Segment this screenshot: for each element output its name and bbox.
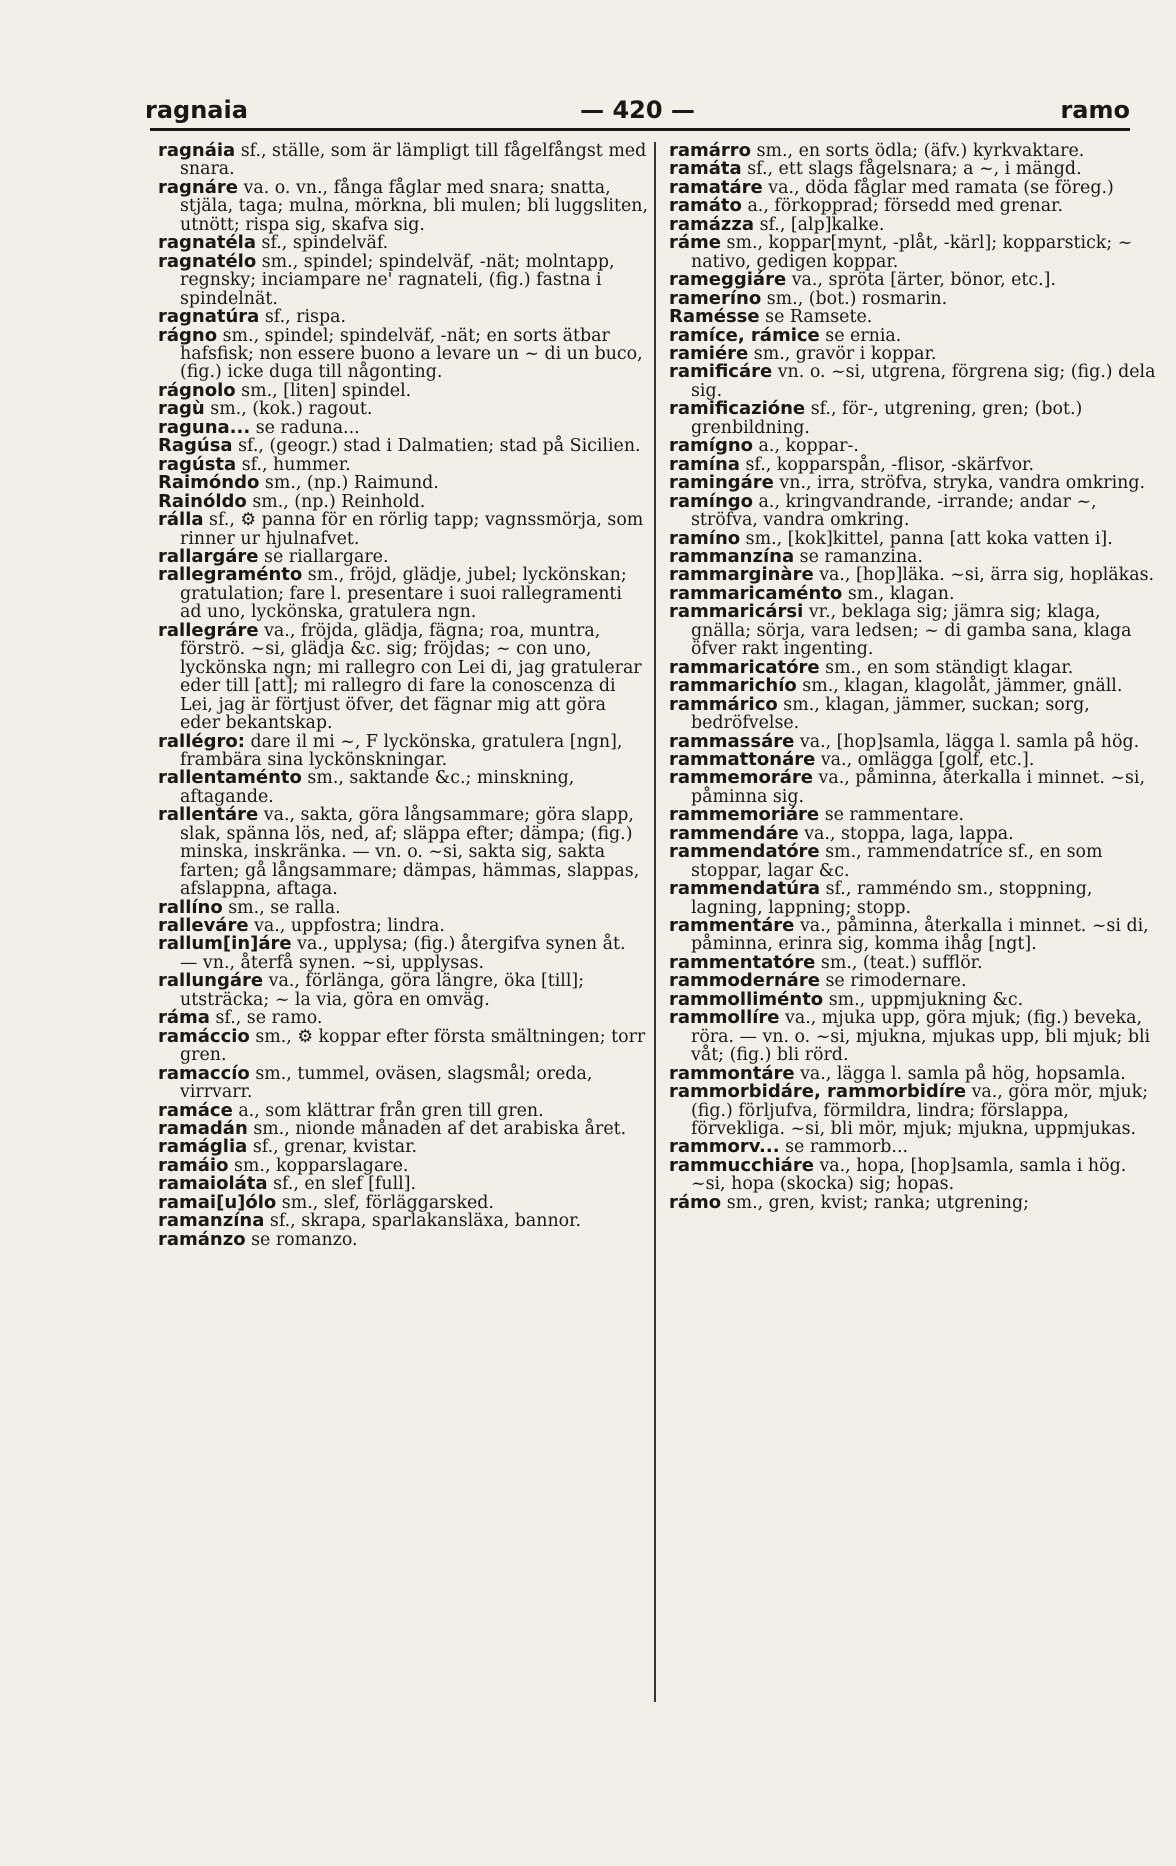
entry-headword: ramína: [669, 453, 740, 475]
entry-headword: rallentáre: [158, 804, 259, 826]
dictionary-entry: [158, 324, 648, 383]
dictionary-entry: [669, 1083, 1157, 1138]
entry-definition: sf., kopparspån, -flisor, -skärfvor.: [745, 454, 1034, 475]
dictionary-entry: [669, 693, 1157, 734]
entry-headword: rammarginàre: [669, 564, 814, 586]
entry-headword: ramáce: [158, 1099, 233, 1121]
entry-definition: va., sakta, göra långsammare; göra slapp, slak, spänna lös, ned, af; släppa efter; dämpa; (fig.) minska, inskränka. — vn. o. ~si, sakta sig, sakta farten; gå långsammare; dämpas, hämmas, slappas, afslappna, aftaga.: [180, 805, 640, 900]
entry-headword: ramáto: [669, 195, 742, 217]
entry-definition: sm., koppar[mynt, -plåt, -kärl]; kopparstick; ~ nativo, gedigen koppar.: [691, 233, 1133, 272]
entry-definition: sf., ett slags fågelsnara; a ~, i mängd.: [747, 159, 1082, 180]
entry-headword: rameríno: [669, 287, 762, 309]
entry-definition: va., omlägga [golf, etc.].: [820, 749, 1035, 770]
entry-definition: sm., (bot.) rosmarin.: [766, 288, 948, 309]
entry-headword: ramáta: [669, 158, 742, 180]
dictionary-entry: [669, 1191, 1157, 1213]
entry-headword: ramíno: [669, 527, 741, 549]
dictionary-entry: [158, 1025, 648, 1066]
entry-headword: rammaricaménto: [669, 582, 843, 604]
entry-headword: ramadán: [158, 1118, 248, 1140]
entry-definition: se ramanzina.: [799, 546, 923, 567]
entry-headword: Ragúsa: [158, 435, 233, 457]
dictionary-entry: [669, 176, 1157, 198]
dictionary-entry: [669, 490, 1157, 531]
dictionary-entry: [158, 1062, 648, 1103]
entry-definition: sm., (teat.) sufflör.: [820, 952, 983, 973]
entry-definition: a., förkopprad; försedd med grenar.: [747, 196, 1063, 217]
entry-definition: vn. o. ~si, utgrena, förgrena sig; (fig.) dela sig.: [691, 362, 1156, 401]
entry-definition: sf., rispa.: [264, 307, 346, 328]
entry-definition: va., göra mör, mjuk; (fig.) förljufva, förmildra, lindra; förslappa, förvekliga. ~si, bli mör, mjuk; mjukna, uppmjukas.: [691, 1082, 1149, 1140]
entry-definition: se raduna...: [255, 417, 360, 438]
entry-headword: ragnáre: [158, 176, 238, 198]
entry-definition: sm., [kok]kittel, panna [att koka vatten i].: [745, 528, 1113, 549]
entry-headword: rálla: [158, 509, 204, 531]
entry-definition: sf., för-, utgrening, gren; (bot.) grenbildning.: [691, 399, 1083, 438]
entry-definition: sf., ställe, som är lämpligt till fågelfångst med snara.: [180, 141, 647, 180]
entry-definition: se romanzo.: [251, 1229, 358, 1250]
entry-definition: sm., klagan.: [847, 583, 955, 604]
entry-headword: rammucchiáre: [669, 1154, 814, 1176]
page-header: [145, 92, 1130, 132]
entry-definition: va. o. vn., fånga fåglar med snara; snatta, stjäla, taga; mulna, mörkna, bli mulen; bli luggsliten, utnött; rispa sig, skafva sig.: [180, 177, 649, 235]
entry-headword: ramificáre: [669, 361, 773, 383]
entry-definition: va., påminna, återkalla i minnet. ~si di, påminna, erinra sig, komma ihåg [ngt].: [691, 916, 1149, 955]
dictionary-entry: [669, 1009, 1157, 1064]
dictionary-entry: [158, 730, 648, 770]
entry-headword: rallungáre: [158, 970, 264, 992]
entry-headword: rameggiáre: [669, 269, 787, 291]
entry-headword: rallégro:: [158, 730, 245, 752]
entry-headword: ragústa: [158, 453, 237, 475]
entry-headword: rammaricatóre: [669, 656, 820, 678]
entry-definition: sf., en slef [full].: [273, 1174, 417, 1195]
entry-headword: rammodernáre: [669, 970, 820, 992]
dictionary-entry: [158, 619, 648, 734]
entry-headword: Ramésse: [669, 306, 760, 328]
entry-headword: ramáglia: [158, 1136, 248, 1158]
entry-definition: sm., kopparslagare.: [234, 1155, 409, 1176]
entry-headword: rammorv...: [669, 1136, 780, 1158]
entry-headword: rammorbidáre, rammorbidíre: [669, 1081, 967, 1103]
entry-definition: sf., hummer.: [241, 454, 351, 475]
dictionary-entry: [158, 379, 648, 401]
entry-headword: ramíce, rámice: [669, 324, 820, 346]
entry-definition: va., uppfostra; lindra.: [254, 916, 445, 937]
entry-headword: rallegráre: [158, 619, 259, 641]
entry-headword: rammendatóre: [669, 841, 820, 863]
entry-headword: ragnatéla: [158, 232, 256, 254]
entry-headword: ragù: [158, 398, 205, 420]
entry-definition: sf., spindelväf.: [261, 233, 389, 254]
entry-definition: sm., tummel, oväsen, slagsmål; oreda, virrvarr.: [180, 1063, 593, 1103]
entry-headword: ragnatélo: [158, 250, 257, 272]
dictionary-entry: [158, 490, 648, 512]
entry-headword: rammassáre: [669, 730, 795, 752]
entry-definition: sm., klagan, jämmer, suckan; sorg, bedröfvelse.: [691, 694, 1090, 734]
entry-definition: sf., skrapa, sparlakansläxa, bannor.: [269, 1211, 582, 1232]
entry-headword: ramaccío: [158, 1062, 250, 1084]
dictionary-entry: [158, 511, 648, 548]
header-rule: [150, 128, 1130, 131]
entry-definition: sm., (kok.) ragout.: [210, 399, 373, 420]
entry-definition: a., som klättrar från gren till gren.: [238, 1100, 544, 1121]
entry-definition: sm., en sorts ödla; (äfv.) kyrkvaktare.: [756, 141, 1085, 161]
entry-definition: sm., slef, förläggarsked.: [281, 1192, 494, 1213]
dictionary-entry: [669, 1154, 1157, 1195]
column-divider: [654, 142, 656, 1702]
dictionary-entry: [158, 250, 648, 309]
dictionary-entry: [669, 213, 1157, 235]
entry-headword: rammárico: [669, 693, 778, 715]
entry-definition: sm., uppmjukning &c.: [828, 989, 1024, 1010]
dictionary-entry: [158, 566, 648, 621]
entry-headword: Rainóldo: [158, 490, 247, 512]
entry-definition: va., stoppa, laga, lappa.: [804, 823, 1014, 844]
entry-headword: rallargáre: [158, 545, 259, 567]
entry-definition: se rimodernare.: [825, 971, 967, 992]
dictionary-entry: [669, 363, 1157, 400]
entry-definition: sf., grenar, kvistar.: [252, 1137, 418, 1158]
entry-headword: rammentáre: [669, 915, 795, 937]
entry-headword: rallegraménto: [158, 564, 303, 586]
entry-definition: se riallargare.: [264, 546, 389, 567]
entry-definition: sf., (geogr.) stad i Dalmatien; stad på Sicilien.: [238, 436, 641, 457]
page-number: — 420 —: [580, 96, 695, 124]
entry-definition: sm., saktande &c.; minskning, aftagande.: [180, 768, 575, 807]
dictionary-entry: [158, 142, 648, 179]
entry-headword: rammendáre: [669, 822, 799, 844]
entry-headword: ramánzo: [158, 1228, 246, 1250]
entry-definition: va., [hop]läka. ~si, ärra sig, hopläkas.: [819, 565, 1155, 586]
entry-definition: sm., se ralla.: [228, 897, 341, 918]
dictionary-entry: [669, 769, 1157, 806]
entry-headword: ramáccio: [158, 1025, 250, 1047]
entry-definition: va., hopa, [hop]samla, samla i hög. ~si, hopa (skocka) sig; hopas.: [691, 1155, 1127, 1195]
entry-definition: sf., ramméndo sm., stoppning, lagning, lappning; stopp.: [691, 879, 1093, 918]
entry-definition: sm., fröjd, glädje, jubel; lyckönskan; gratulation; fare l. presentare i suoi rallegramenti ad uno, lyckönska, gratulera ngn.: [180, 565, 627, 623]
entry-headword: rammontáre: [669, 1062, 795, 1084]
dictionary-entry: [158, 308, 648, 326]
entry-definition: sm., gravör i koppar.: [753, 343, 937, 364]
dictionary-entry: [158, 806, 648, 898]
entry-definition: va., spröta [ärter, bönor, etc.].: [791, 270, 1056, 291]
entry-definition: sf., ⚙ panna för en rörlig tapp; vagnssmörja, som rinner ur hjulnafvet.: [180, 510, 644, 549]
entry-headword: rallentaménto: [158, 767, 302, 789]
entry-headword: Raimóndo: [158, 472, 260, 494]
dictionary-entry: [669, 400, 1157, 437]
dictionary-entry: [158, 769, 648, 806]
left-guide-word: ragnaia: [145, 96, 248, 124]
entry-definition: va., påminna, återkalla i minnet. ~si, påminna sig.: [691, 768, 1146, 807]
entry-headword: rágnolo: [158, 379, 236, 401]
entry-headword: ragnatúra: [158, 306, 260, 328]
entry-headword: rammolliménto: [669, 988, 824, 1010]
dictionary-entry: [669, 603, 1157, 658]
entry-headword: ramificazióne: [669, 398, 806, 420]
entry-headword: ramíngo: [669, 490, 754, 512]
entry-definition: a., kringvandrande, -irrande; andar ~, ströfva, vandra omkring.: [691, 491, 1097, 531]
dictionary-entry: [669, 880, 1157, 917]
entry-definition: sm., [liten] spindel.: [241, 380, 412, 401]
entry-headword: raguna...: [158, 416, 251, 438]
entry-headword: ramiére: [669, 342, 749, 364]
entry-headword: ráma: [158, 1007, 210, 1029]
entry-headword: rámo: [669, 1191, 722, 1213]
entry-headword: ramígno: [669, 435, 754, 457]
entry-definition: sf., [alp]kalke.: [759, 214, 885, 235]
dictionary-entry: [158, 935, 648, 972]
entry-definition: se Ramsete.: [765, 307, 873, 328]
dictionary-entry: [669, 843, 1157, 880]
entry-headword: ramázza: [669, 213, 755, 235]
entry-definition: va., mjuka upp, göra mjuk; (fig.) beveka, röra. — vn. o. ~si, mjukna, mjukas upp, bli mjuk; bli våt; (fig.) bli rörd.: [691, 1008, 1151, 1066]
entry-definition: se ernia.: [825, 325, 902, 346]
entry-definition: sm., ⚙ koppar efter första smältningen; torr gren.: [180, 1026, 646, 1066]
entry-headword: ramai[u]ólo: [158, 1191, 277, 1213]
entry-headword: rammendatúra: [669, 878, 821, 900]
entry-definition: vr., beklaga sig; jämra sig; klaga, gnälla; sörja, vara ledsen; ~ di gamba sana, klaga öfver rakt ingenting.: [691, 602, 1132, 660]
entry-headword: rammarichío: [669, 675, 797, 697]
entry-headword: rallíno: [158, 896, 223, 918]
entry-definition: sm., spindel; spindelväf, -nät; molntapp, regnsky; inciampare ne' ragnateli, (fig.) fastna i spindelnät.: [180, 251, 615, 309]
entry-headword: ramáio: [158, 1154, 229, 1176]
entry-headword: rammemoriáre: [669, 804, 820, 826]
entry-definition: se rammentare.: [824, 805, 965, 826]
entry-headword: ramatáre: [669, 176, 763, 198]
entry-definition: dare il mi ~, F lyckönska, gratulera [ngn], frambära sina lyckönskningar.: [180, 731, 623, 770]
entry-definition: va., upplysa; (fig.) återgifva synen åt. — vn., återfå synen. ~si, upplysas.: [180, 934, 626, 973]
entry-definition: a., koppar-.: [758, 436, 859, 457]
dictionary-entry: [158, 1138, 648, 1156]
left-column: [158, 142, 648, 1249]
entry-headword: ráme: [669, 232, 721, 254]
entry-definition: sf., se ramo.: [215, 1008, 323, 1029]
entry-headword: ramanzína: [158, 1210, 265, 1232]
entry-headword: rammanzína: [669, 545, 795, 567]
entry-definition: va., fröjda, glädja, fägna; roa, muntra, förströ. ~si, glädja &c. sig; fröjdas; ~ con uno, lyckönska ngn; mi rallegro con Lei di, jag gratulerar eder till [att]; mi rallegro di fare la conoscenza di Lei, jag är förtjust öfver, det fägnar mig att göra eder bekantskap.: [180, 620, 642, 734]
entry-headword: rallum[in]áre: [158, 933, 292, 955]
entry-definition: se rammorb...: [785, 1137, 909, 1158]
entry-headword: ragnáia: [158, 140, 236, 161]
entry-headword: ralleváre: [158, 915, 249, 937]
entry-definition: sm., spindel; spindelväf, -nät; en sorts ätbar hafsfisk; non essere buono a levare un ~ di un buco, (fig.) icke duga till någonting.: [180, 325, 643, 383]
entry-headword: ramingáre: [669, 472, 774, 494]
entry-headword: rammaricársi: [669, 601, 804, 623]
dictionary-entry: [158, 1228, 648, 1250]
entry-definition: sm., en som ständigt klagar.: [825, 657, 1074, 678]
entry-definition: sm., gren, kvist; ranka; utgrening;: [726, 1192, 1029, 1213]
entry-headword: ramárro: [669, 140, 752, 161]
dictionary-entry: [669, 917, 1157, 954]
entry-headword: rammentatóre: [669, 951, 816, 973]
entry-definition: sm., nionde månaden af det arabiska året.: [253, 1119, 627, 1140]
dictionary-entry: [669, 234, 1157, 271]
entry-headword: rammollíre: [669, 1007, 780, 1029]
entry-definition: vn., irra, ströfva, stryka, vandra omkring.: [779, 473, 1146, 494]
dictionary-entry: [669, 437, 1157, 455]
entry-definition: va., lägga l. samla på hög, hopsamla.: [800, 1063, 1126, 1084]
entry-headword: ramaioláta: [158, 1173, 268, 1195]
entry-definition: sm., klagan, klagolåt, jämmer, gnäll.: [802, 676, 1123, 697]
entry-headword: rágno: [158, 324, 218, 346]
entry-headword: rammemoráre: [669, 767, 813, 789]
entry-definition: va., förlänga, göra längre, öka [till]; utsträcka; ~ la via, göra en omväg.: [180, 971, 585, 1010]
right-guide-word: ramo: [1060, 96, 1130, 124]
right-column: [669, 142, 1157, 1212]
dictionary-entry: [158, 176, 649, 235]
entry-definition: va., [hop]samla, lägga l. samla på hög.: [799, 731, 1140, 752]
entry-definition: va., döda fåglar med ramata (se föreg.): [768, 177, 1114, 198]
dictionary-entry: [158, 972, 648, 1009]
entry-definition: sm., (np.) Raimund.: [264, 473, 439, 494]
entry-definition: sm., (np.) Reinhold.: [252, 491, 426, 512]
entry-headword: rammattonáre: [669, 748, 816, 770]
entry-definition: sm., rammendatríce sf., en som stoppar, lagar &c.: [691, 842, 1103, 881]
dictionary-entry: [669, 142, 1157, 160]
